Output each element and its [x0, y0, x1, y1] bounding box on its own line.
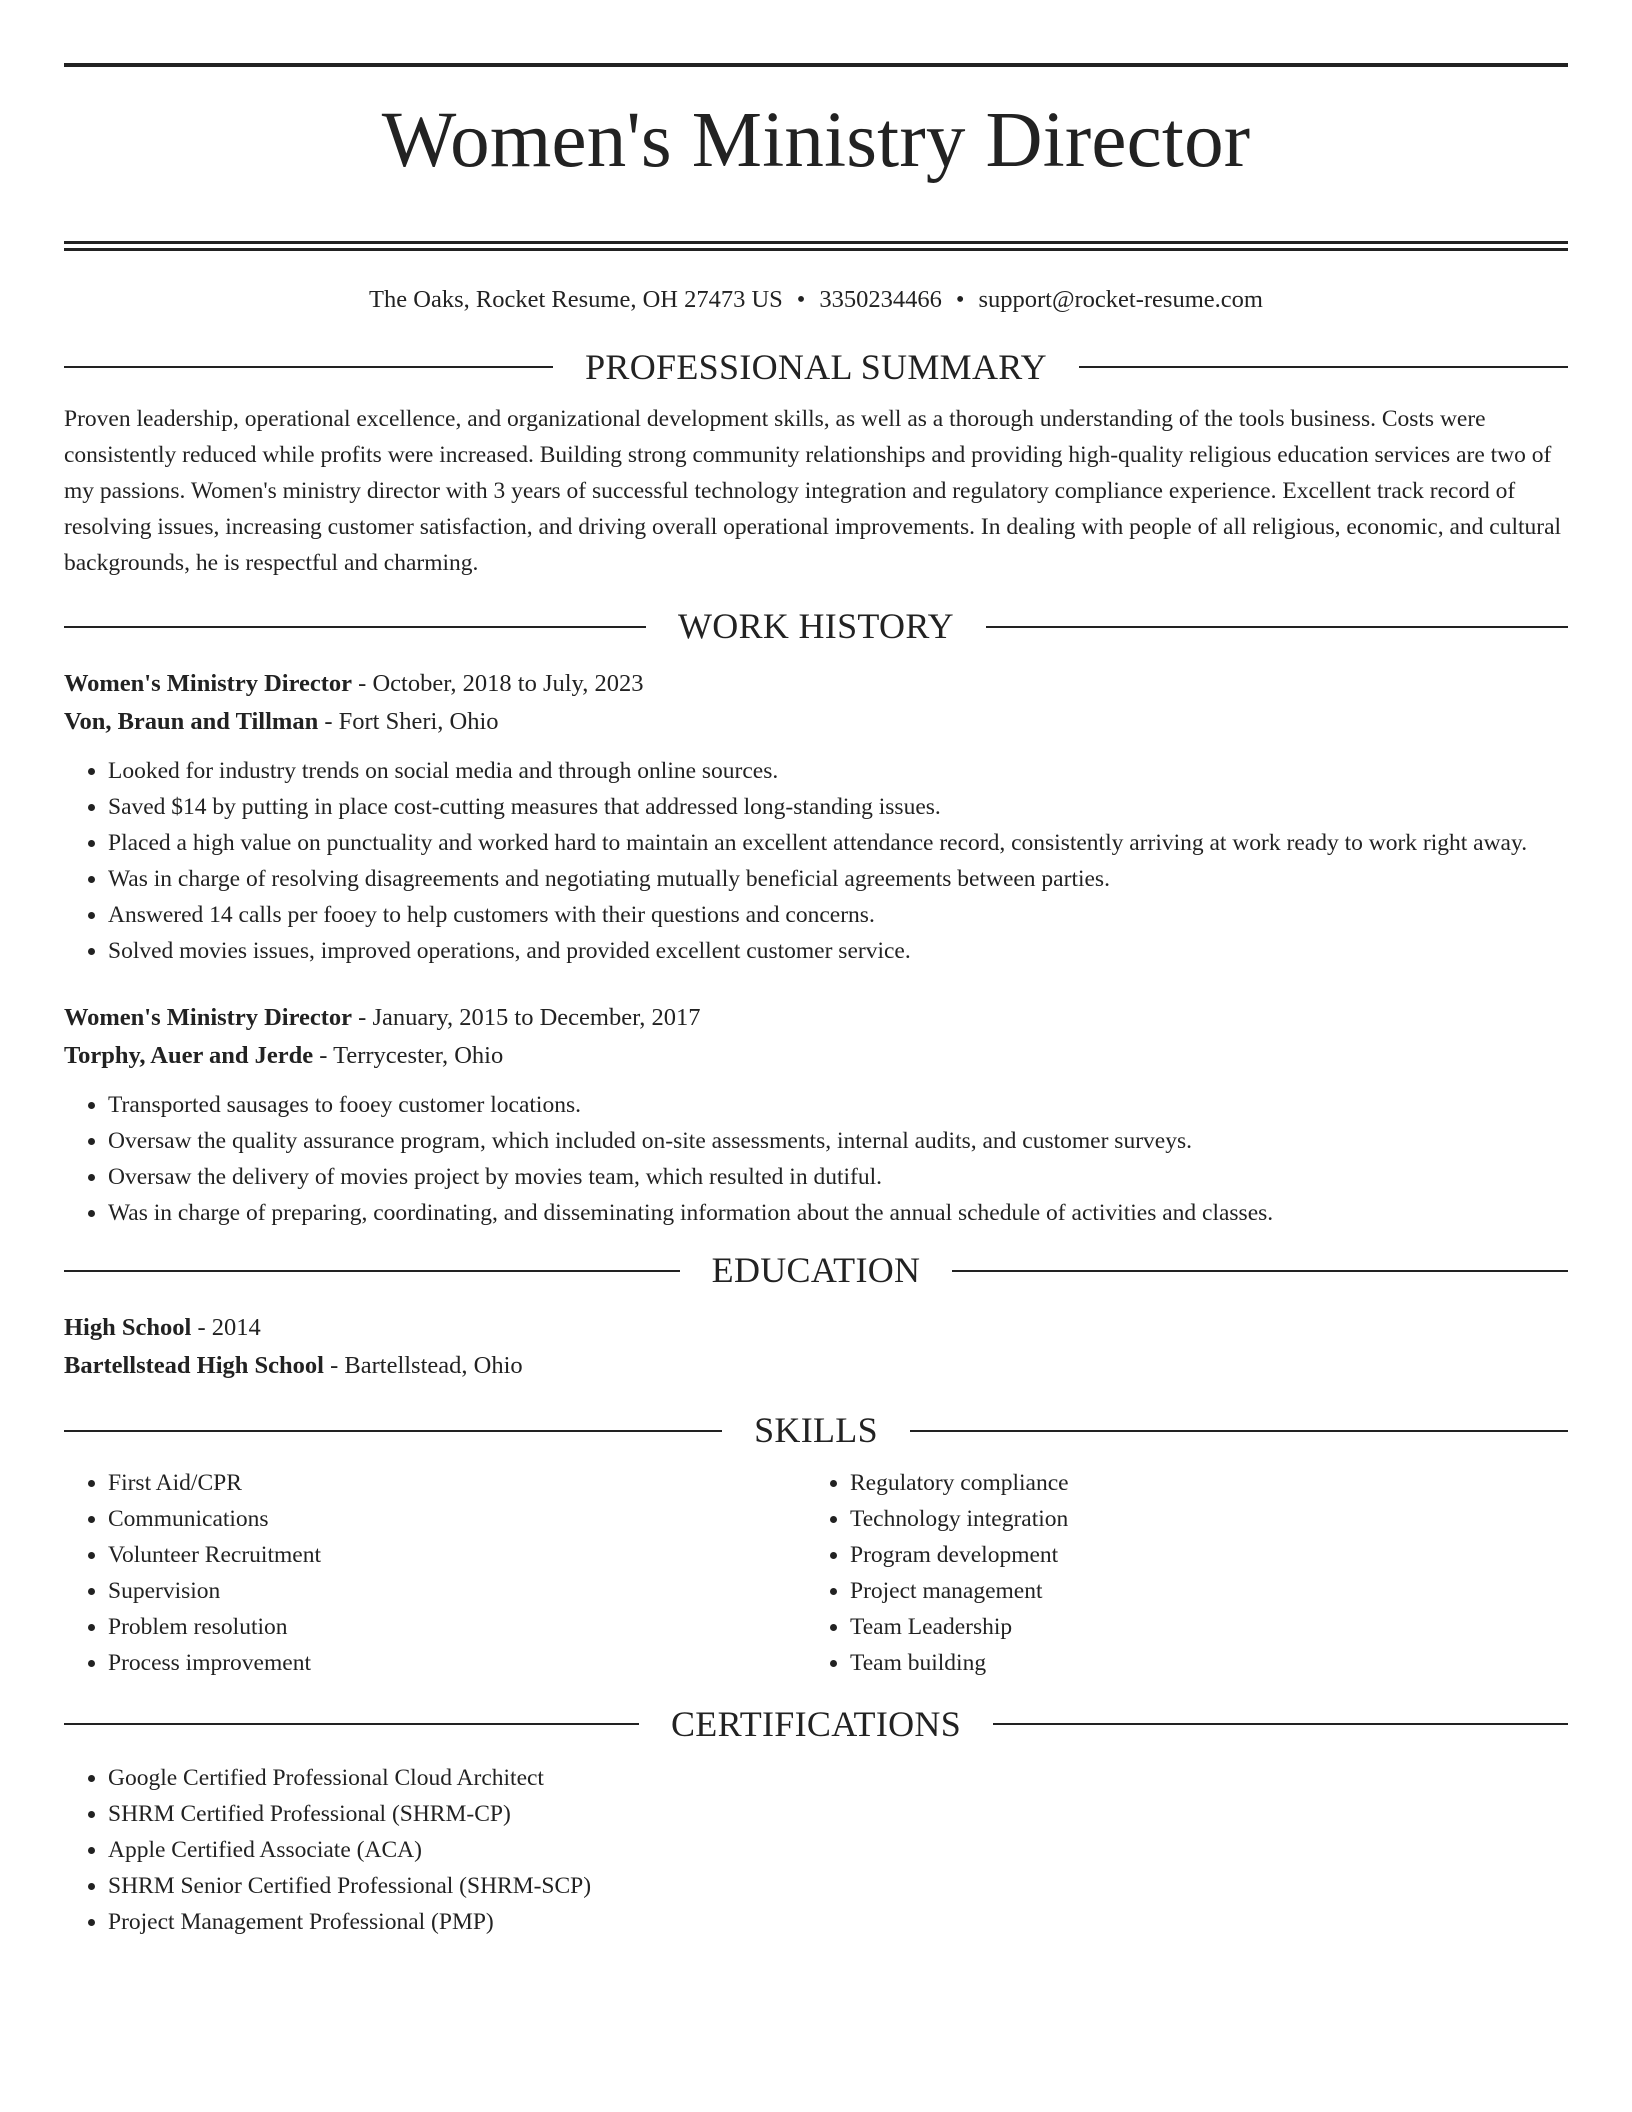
summary-text: Proven leadership, operational excellence, and organizational development skills, as well as a thorough understanding of the tools business. Costs were consistently reduced while profits were increased. Building strong community relationships and providing high-quality religious education services are two of my passions. Women's ministry director with 3 years of successful technology integration and regulatory compliance experience. Excellent track record of resolving issues, increasing customer satisfaction, and driving overall operational improvements. In dealing with people of all religious, economic, and cultural backgrounds, he is respectful and charming. [64, 406, 1562, 577]
section-heading-work-history [64, 605, 1568, 648]
section-title: PROFESSIONAL SUMMARY [585, 346, 1047, 387]
list-item: • Supervision [108, 1573, 806, 1609]
heading-rule-left [64, 626, 646, 628]
list-item: • Project Management Professional (PMP) [108, 1904, 1568, 1940]
job-title-line [64, 665, 1568, 703]
section-heading-certifications [64, 1703, 1568, 1746]
section-heading-skills [64, 1409, 1568, 1452]
list-item: • Transported sausages to fooey customer locations. [108, 1087, 1568, 1123]
list-item: • Apple Certified Associate (ACA) [108, 1832, 1568, 1868]
heading-rule-left [64, 1270, 680, 1272]
contact-separator: • [955, 286, 965, 313]
contact-phone[interactable]: 3350234466 [819, 286, 942, 313]
heading-rule-left [64, 366, 553, 368]
job-company: Von, Braun and Tillman [64, 708, 319, 736]
list-item: • Saved $14 by putting in place cost-cutting measures that addressed long-standing issues. [108, 789, 1568, 825]
job-company: Torphy, Auer and Jerde [64, 1042, 314, 1070]
heading-rule-right [1079, 366, 1568, 368]
job-bullets [64, 753, 1568, 969]
skills-list-right [806, 1465, 1548, 1681]
job-location: - Fort Sheri, Ohio [318, 708, 499, 736]
title-double-rule [64, 241, 1568, 251]
heading-rule-right [910, 1430, 1568, 1432]
heading-rule-right [993, 1723, 1568, 1725]
job-company-line [64, 703, 1568, 741]
section-title: CERTIFICATIONS [670, 1703, 962, 1744]
list-item: • SHRM Certified Professional (SHRM-CP) [108, 1796, 1568, 1832]
section-heading-summary [64, 346, 1568, 389]
certifications-entry [64, 1760, 1568, 1940]
heading-rule-left [64, 1723, 639, 1725]
heading-rule-left [64, 1430, 722, 1432]
job-title: Women's Ministry Director [64, 1004, 353, 1032]
education-school: Bartellstead High School [64, 1352, 324, 1380]
list-item: • Google Certified Professional Cloud Architect [108, 1760, 1568, 1796]
resume-title: Women's Ministry Director [381, 97, 1251, 184]
job-bullets [64, 1087, 1568, 1231]
education-degree: High School [64, 1314, 192, 1342]
section-title: WORK HISTORY [678, 606, 954, 647]
list-item: • Process improvement [108, 1645, 806, 1681]
list-item: • Team building [850, 1645, 1548, 1681]
skills-columns [64, 1465, 1568, 1681]
heading-rule-right [986, 626, 1568, 628]
list-item: • Looked for industry trends on social media and through online sources. [108, 753, 1568, 789]
list-item: • Technology integration [850, 1501, 1548, 1537]
contact-separator: • [796, 286, 806, 313]
education-year: - 2014 [191, 1314, 261, 1342]
list-item: • Oversaw the quality assurance program, which included on-site assessments, internal audits, and customer surveys. [108, 1123, 1568, 1159]
list-item: • Project management [850, 1573, 1548, 1609]
job-entry [64, 999, 1568, 1231]
skills-list-left [64, 1465, 806, 1681]
top-rule [64, 63, 1568, 67]
job-dates: - January, 2015 to December, 2017 [352, 1004, 701, 1032]
list-item: • Program development [850, 1537, 1548, 1573]
contact-email[interactable]: support@rocket-resume.com [978, 286, 1263, 313]
heading-rule-right [952, 1270, 1568, 1272]
education-entry [64, 1309, 1568, 1385]
section-title: SKILLS [754, 1410, 878, 1451]
job-location: - Terrycester, Ohio [313, 1042, 504, 1070]
job-title-line [64, 999, 1568, 1037]
job-title: Women's Ministry Director [64, 670, 353, 698]
contact-line [64, 284, 1568, 316]
list-item: • Team Leadership [850, 1609, 1548, 1645]
list-item: • Oversaw the delivery of movies project by movies team, which resulted in dutiful. [108, 1159, 1568, 1195]
list-item: • Communications [108, 1501, 806, 1537]
job-company-line [64, 1037, 1568, 1075]
list-item: • Regulatory compliance [850, 1465, 1548, 1501]
job-dates: - October, 2018 to July, 2023 [352, 670, 644, 698]
section-heading-education [64, 1249, 1568, 1292]
list-item: • Volunteer Recruitment [108, 1537, 806, 1573]
list-item: • Problem resolution [108, 1609, 806, 1645]
list-item: • Was in charge of preparing, coordinating, and disseminating information about the annual schedule of activities and classes. [108, 1195, 1568, 1231]
list-item: • First Aid/CPR [108, 1465, 806, 1501]
list-item: • Solved movies issues, improved operations, and provided excellent customer service. [108, 933, 1568, 969]
education-school-line [64, 1347, 1568, 1385]
certifications-list [64, 1760, 1568, 1940]
list-item: • SHRM Senior Certified Professional (SHRM-SCP) [108, 1868, 1568, 1904]
education-location: - Bartellstead, Ohio [323, 1352, 523, 1380]
contact-address: The Oaks, Rocket Resume, OH 27473 US [369, 286, 783, 313]
list-item: • Was in charge of resolving disagreements and negotiating mutually beneficial agreements between parties. [108, 861, 1568, 897]
list-item: • Placed a high value on punctuality and worked hard to maintain an excellent attendance record, consistently arriving at work ready to work right away. [108, 825, 1568, 861]
list-item: • Answered 14 calls per fooey to help customers with their questions and concerns. [108, 897, 1568, 933]
education-degree-line [64, 1309, 1568, 1347]
section-title: EDUCATION [711, 1250, 921, 1291]
job-entry [64, 665, 1568, 969]
